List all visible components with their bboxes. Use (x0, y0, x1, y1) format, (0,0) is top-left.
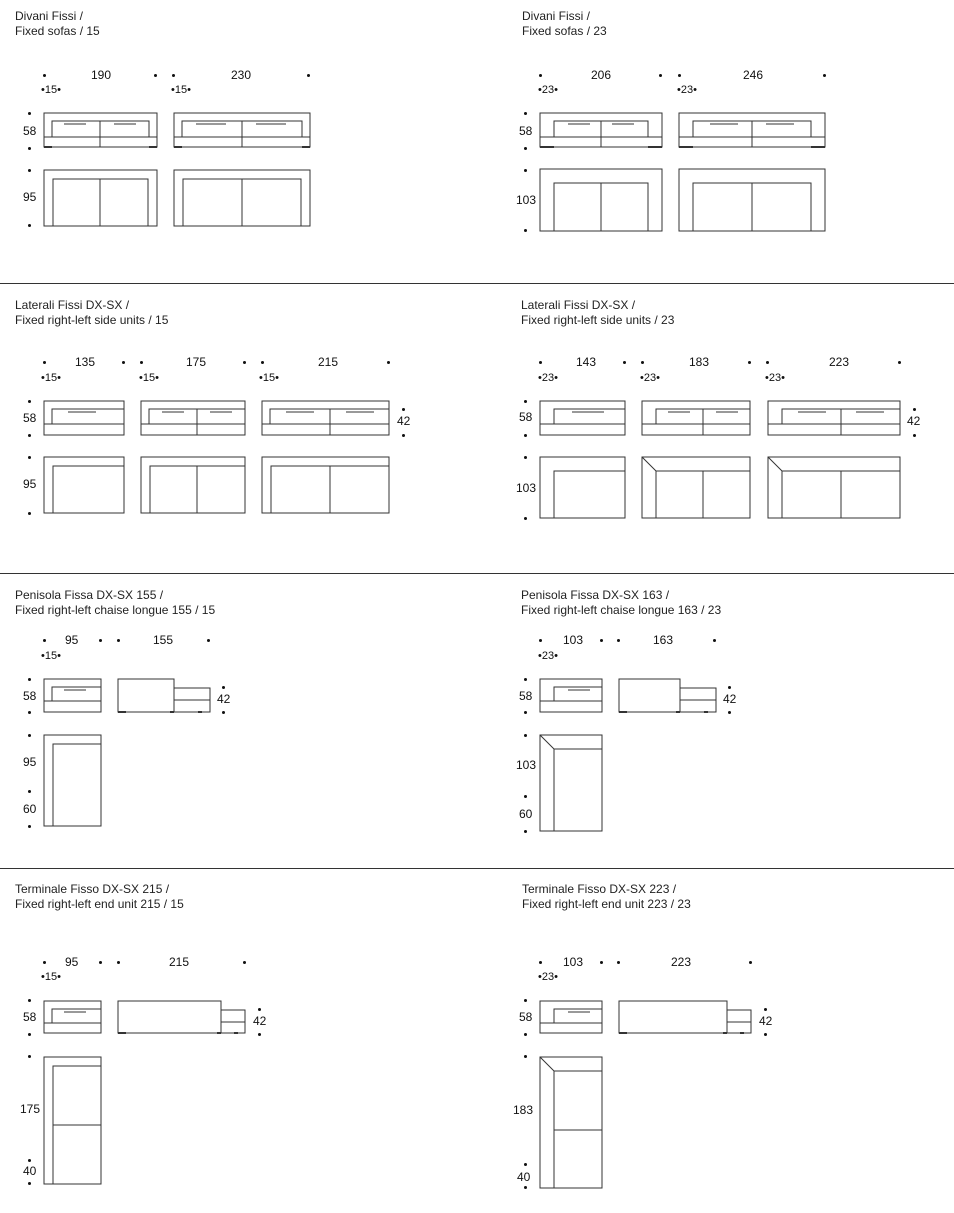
width-label: 143 (576, 355, 597, 369)
arm-label: •23• (538, 84, 558, 96)
dim-dot (43, 639, 46, 642)
dim-dot (122, 361, 125, 364)
dim-dot (261, 361, 264, 364)
dim-dot (117, 639, 120, 642)
width-label: 155 (153, 633, 174, 647)
dim-dot (913, 434, 916, 437)
section-title-end-unit-23: Terminale Fisso DX-SX 223 / Fixed right-left end unit 223 / 23 (522, 882, 691, 911)
dim-dot (728, 686, 731, 689)
dim-dot (539, 74, 542, 77)
dim-dot (749, 961, 752, 964)
depth-label: 95 (23, 190, 37, 204)
dim-dot (243, 961, 246, 964)
dim-dot (539, 639, 542, 642)
dim-dot (524, 1186, 527, 1189)
seat-height-label: 42 (397, 414, 411, 428)
width-label: 223 (671, 955, 692, 969)
dim-dot (641, 361, 644, 364)
width-label: 103 (563, 955, 584, 969)
dim-dot (623, 361, 626, 364)
dim-dot (99, 639, 102, 642)
width-label: 95 (65, 633, 79, 647)
dim-dot (617, 639, 620, 642)
arm-label: •23• (538, 650, 558, 662)
dim-dot (28, 734, 31, 737)
depth-label: 183 (513, 1103, 534, 1117)
dim-dot (28, 1055, 31, 1058)
dim-dot (539, 961, 542, 964)
width-label: 103 (563, 633, 584, 647)
extension-label: 40 (517, 1170, 531, 1184)
dim-dot (524, 400, 527, 403)
arm-label: •15• (139, 372, 159, 384)
dim-dot (678, 74, 681, 77)
depth-label: 103 (516, 193, 537, 207)
arm-label: •15• (41, 971, 61, 983)
dim-dot (28, 400, 31, 403)
dim-dot (28, 434, 31, 437)
dim-dot (600, 639, 603, 642)
arm-label: •15• (259, 372, 279, 384)
dim-dot (99, 961, 102, 964)
dim-dot (524, 678, 527, 681)
dim-dot (524, 517, 527, 520)
depth-label: 175 (20, 1102, 41, 1116)
dim-dot (524, 456, 527, 459)
section-title-fixed-sofas-23: Divani Fissi / Fixed sofas / 23 (522, 9, 607, 38)
width-label: 95 (65, 955, 79, 969)
depth-label: 103 (516, 758, 537, 772)
dim-dot (524, 999, 527, 1002)
dim-dot (43, 361, 46, 364)
width-label: 190 (91, 68, 112, 82)
width-label: 215 (169, 955, 190, 969)
dim-dot (898, 361, 901, 364)
dim-dot (402, 408, 405, 411)
arm-label: •23• (538, 372, 558, 384)
arm-label: •23• (677, 84, 697, 96)
width-label: 206 (591, 68, 612, 82)
width-label: 163 (653, 633, 674, 647)
dim-dot (43, 961, 46, 964)
dim-dot (524, 112, 527, 115)
dim-dot (28, 456, 31, 459)
width-label: 246 (743, 68, 764, 82)
height-label: 58 (23, 689, 37, 703)
extension-label: 60 (519, 807, 533, 821)
dim-dot (28, 1182, 31, 1185)
dim-dot (524, 1033, 527, 1036)
dim-dot (524, 711, 527, 714)
dim-dot (728, 711, 731, 714)
width-label: 230 (231, 68, 252, 82)
dim-dot (524, 1163, 527, 1166)
width-label: 183 (689, 355, 710, 369)
dim-dot (258, 1008, 261, 1011)
dim-dot (207, 639, 210, 642)
dim-dot (766, 361, 769, 364)
dim-dot (28, 790, 31, 793)
width-label: 175 (186, 355, 207, 369)
section-title-end-unit-15: Terminale Fisso DX-SX 215 / Fixed right-left end unit 215 / 15 (15, 882, 184, 911)
dim-dot (258, 1033, 261, 1036)
dim-dot (823, 74, 826, 77)
seat-height-label: 42 (723, 692, 737, 706)
dim-dot (117, 961, 120, 964)
arm-label: •15• (41, 372, 61, 384)
height-label: 58 (519, 1010, 533, 1024)
seat-height-label: 42 (217, 692, 231, 706)
dim-dot (222, 686, 225, 689)
dim-dot (713, 639, 716, 642)
section-title-chaise-15: Penisola Fissa DX-SX 155 / Fixed right-left chaise longue 155 / 15 (15, 588, 216, 617)
dim-dot (748, 361, 751, 364)
dim-dot (524, 734, 527, 737)
arm-label: •23• (538, 971, 558, 983)
dim-dot (539, 361, 542, 364)
dim-dot (28, 711, 31, 714)
dim-dot (764, 1033, 767, 1036)
depth-label: 103 (516, 481, 537, 495)
dim-dot (524, 795, 527, 798)
dim-dot (222, 711, 225, 714)
dim-dot (659, 74, 662, 77)
dim-dot (524, 229, 527, 232)
height-label: 58 (23, 1010, 37, 1024)
dim-dot (913, 408, 916, 411)
dim-dot (524, 169, 527, 172)
width-label: 223 (829, 355, 850, 369)
depth-label: 95 (23, 477, 37, 491)
height-label: 58 (519, 689, 533, 703)
dim-dot (524, 1055, 527, 1058)
width-label: 135 (75, 355, 96, 369)
arm-label: •15• (171, 84, 191, 96)
dim-dot (243, 361, 246, 364)
dim-dot (28, 1033, 31, 1036)
dim-dot (28, 678, 31, 681)
height-label: 58 (519, 410, 533, 424)
extension-label: 60 (23, 802, 37, 816)
depth-label: 95 (23, 755, 37, 769)
seat-height-label: 42 (253, 1014, 267, 1028)
dim-dot (28, 825, 31, 828)
width-label: 215 (318, 355, 339, 369)
arm-label: •23• (765, 372, 785, 384)
dim-dot (524, 434, 527, 437)
dim-dot (28, 1159, 31, 1162)
height-label: 58 (519, 124, 533, 138)
height-label: 58 (23, 411, 37, 425)
dim-dot (387, 361, 390, 364)
section-title-chaise-23: Penisola Fissa DX-SX 163 / Fixed right-left chaise longue 163 / 23 (521, 588, 722, 617)
dim-dot (524, 830, 527, 833)
dim-dot (402, 434, 405, 437)
dim-dot (764, 1008, 767, 1011)
dim-dot (28, 999, 31, 1002)
section-title-fixed-sofas-15: Divani Fissi / Fixed sofas / 15 (15, 9, 100, 38)
dim-dot (617, 961, 620, 964)
seat-height-label: 42 (907, 414, 921, 428)
dim-dot (28, 512, 31, 515)
seat-height-label: 42 (759, 1014, 773, 1028)
dim-dot (600, 961, 603, 964)
dim-dot (524, 147, 527, 150)
section-title-side-units-23: Laterali Fissi DX-SX / Fixed right-left side units / 23 (521, 298, 675, 327)
height-label: 58 (23, 124, 37, 138)
extension-label: 40 (23, 1164, 37, 1178)
arm-label: •23• (640, 372, 660, 384)
arm-label: •15• (41, 84, 61, 96)
arm-label: •15• (41, 650, 61, 662)
dim-dot (140, 361, 143, 364)
section-title-side-units-15: Laterali Fissi DX-SX / Fixed right-left side units / 15 (15, 298, 169, 327)
